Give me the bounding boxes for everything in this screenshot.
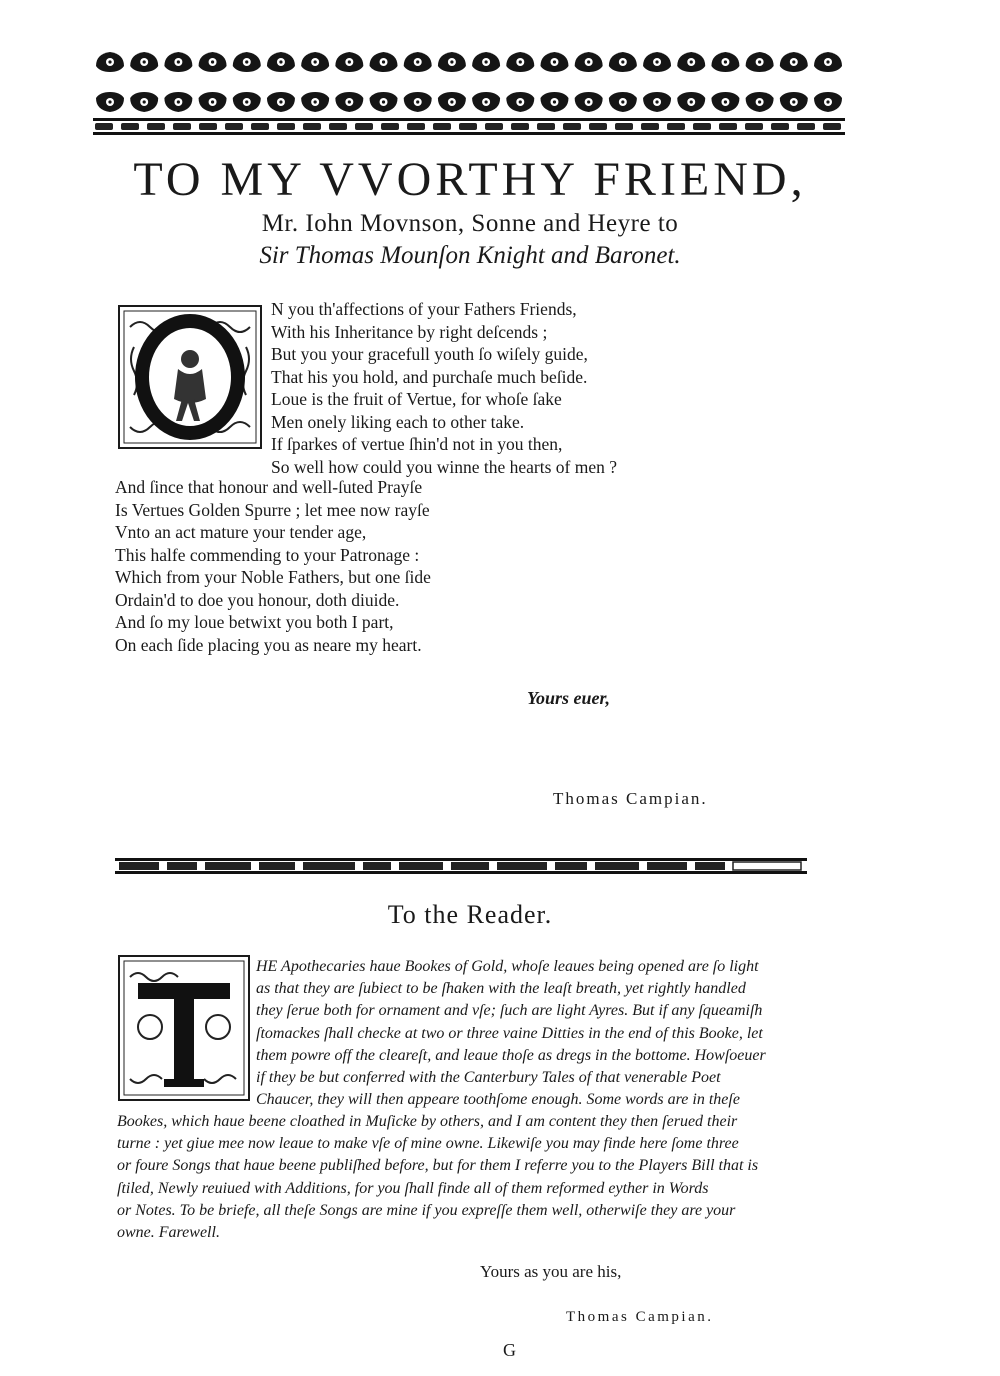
reader-signature: Thomas Campian. xyxy=(566,1309,714,1325)
poem-line: With his Inheritance by right deſcends ; xyxy=(271,321,548,342)
dropcap-t-ornament xyxy=(118,955,250,1101)
headpiece-motif xyxy=(506,92,534,112)
headpiece-motif xyxy=(96,92,124,112)
headpiece-motif xyxy=(370,92,398,112)
headpiece-motif xyxy=(780,92,808,112)
poem-line: But you your gracefull youth ſo wiſely guide, xyxy=(271,344,588,364)
poem-line: This halfe commending to your Patronage : xyxy=(115,544,420,565)
headpiece-motif xyxy=(746,92,774,112)
prose-line: owne. Farewell. xyxy=(117,1224,220,1242)
poem-line: Loue is the fruit of Vertue, for whoſe ſake xyxy=(271,389,562,409)
headpiece-motif xyxy=(233,92,261,112)
headpiece-motif xyxy=(438,52,466,72)
prose-line: ſtiled, Newly reuiued with Additions, for you ſhall finde all of them reformed eyther in Words xyxy=(117,1179,709,1197)
headpiece-motif xyxy=(814,52,842,72)
headpiece-motif xyxy=(267,52,295,72)
headpiece-motif xyxy=(233,52,261,72)
headpiece-motif xyxy=(370,52,398,72)
dedication-subtitle-line2: Sir Thomas Mounſon Knight and Baronet. xyxy=(259,242,681,269)
dedication-signature: Thomas Campian. xyxy=(553,789,708,808)
headpiece-motif xyxy=(677,52,705,72)
prose-line: Chaucer, they will then appeare toothſome enough. Some words are in theſe xyxy=(256,1091,740,1109)
headpiece-motif xyxy=(301,52,329,72)
headpiece-motif xyxy=(575,52,603,72)
dedication-subtitle: Mr. Iohn Movnson, Sonne and Heyre to xyxy=(261,210,679,237)
headpiece-motif xyxy=(438,92,466,112)
dropcap-o-ornament xyxy=(118,305,262,449)
reader-prose-full xyxy=(117,1111,758,1244)
poem-line: And ſo my loue betwixt you both I part, xyxy=(115,612,394,632)
poem-line: Men onely liking each to other take. xyxy=(271,411,525,432)
prose-line: or Notes. To be briefe, all theſe Songs are mine if you expreſſe them well, otherwiſe they are your xyxy=(117,1201,736,1219)
dedication-signoff: Yours euer, xyxy=(527,688,611,708)
poem-line: Is Vertues Golden Spurre ; let mee now rayſe xyxy=(115,499,430,520)
prose-line: as that they are ſubiect to be ſhaken with the leaſt breath, yet rightly handled xyxy=(256,980,746,998)
headpiece-motif xyxy=(711,92,739,112)
headpiece-motif xyxy=(609,92,637,112)
headpiece-motif xyxy=(301,92,329,112)
ornamental-divider xyxy=(115,856,807,876)
poem-line: On each ſide placing you as neare my heart. xyxy=(115,634,422,655)
headpiece-motif xyxy=(472,52,500,72)
prose-line: turne : yet giue mee now leaue to make vſe of mine owne. Likewiſe you may finde here ſome three xyxy=(117,1135,739,1153)
headpiece-motif xyxy=(540,92,568,112)
headpiece-motif xyxy=(404,92,432,112)
prose-line: they ſerue both for ornament and vſe; ſuch are light Ayres. But if any ſqueamiſh xyxy=(256,1002,763,1020)
headpiece-motif xyxy=(267,92,295,112)
headpiece-motif xyxy=(575,92,603,112)
headpiece-motif xyxy=(335,92,363,112)
prose-line: or foure Songs that haue beene publiſhed before, but for them I referre you to the Players Bill that is xyxy=(117,1157,759,1175)
dedication-poem-full xyxy=(115,476,431,656)
prose-line: them powre off the cleareſt, and leaue thoſe as dregs in the bottome. Howſoeuer xyxy=(256,1046,766,1064)
prose-line: ſtomackes ſhall checke at two or three vaine Ditties in the end of this Booke, let xyxy=(256,1024,763,1042)
reader-title: To the Reader. xyxy=(387,900,553,929)
poem-line: That his you hold, and purchaſe much beſide. xyxy=(271,366,588,387)
dedication-poem-indented xyxy=(271,298,617,478)
headpiece-motif xyxy=(746,52,774,72)
prose-line: Bookes, which haue beene cloathed in Muſicke by others, and I am content they then ſerued their xyxy=(117,1113,738,1130)
poem-line: N you th'affections of your Fathers Friends, xyxy=(271,299,577,319)
headpiece-motif xyxy=(677,92,705,112)
headpiece-motif xyxy=(199,52,227,72)
headpiece-motif xyxy=(335,52,363,72)
page-signature-mark: G xyxy=(503,1340,516,1360)
headpiece-motif xyxy=(164,52,192,72)
poem-line: So well how could you winne the hearts of men ? xyxy=(271,456,618,477)
headpiece-motif xyxy=(472,92,500,112)
headpiece-motif xyxy=(609,52,637,72)
headpiece-motif xyxy=(96,52,124,72)
headpiece-motif xyxy=(404,52,432,72)
headpiece-motif xyxy=(130,92,158,112)
poem-line: Ordain'd to doe you honour, doth diuide. xyxy=(115,589,400,610)
dedication-title: TO MY VVORTHY FRIEND, xyxy=(133,153,807,206)
ornamental-headpiece xyxy=(93,42,845,138)
reader-prose-indented xyxy=(256,956,766,1111)
poem-line: And ſince that honour and well-ſuted Prayſe xyxy=(115,477,423,497)
headpiece-motif xyxy=(643,92,671,112)
headpiece-motif xyxy=(780,52,808,72)
reader-signoff: Yours as you are his, xyxy=(480,1262,622,1281)
prose-line: HE Apothecaries haue Bookes of Gold, whoſe leaues being opened are ſo light xyxy=(256,958,759,975)
headpiece-lower-band xyxy=(93,118,845,135)
headpiece-motif xyxy=(164,92,192,112)
poem-line: Which from your Noble Fathers, but one ſide xyxy=(115,567,431,587)
headpiece-motif xyxy=(711,52,739,72)
headpiece-motif xyxy=(540,52,568,72)
headpiece-motif xyxy=(130,52,158,72)
headpiece-motif xyxy=(199,92,227,112)
headpiece-motif xyxy=(814,92,842,112)
headpiece-motif xyxy=(506,52,534,72)
headpiece-motif xyxy=(643,52,671,72)
poem-line: If ſparkes of vertue ſhin'd not in you then, xyxy=(271,434,563,454)
prose-line: if they be but conferred with the Canterbury Tales of that venerable Poet xyxy=(256,1069,721,1087)
poem-line: Vnto an act mature your tender age, xyxy=(115,522,367,542)
